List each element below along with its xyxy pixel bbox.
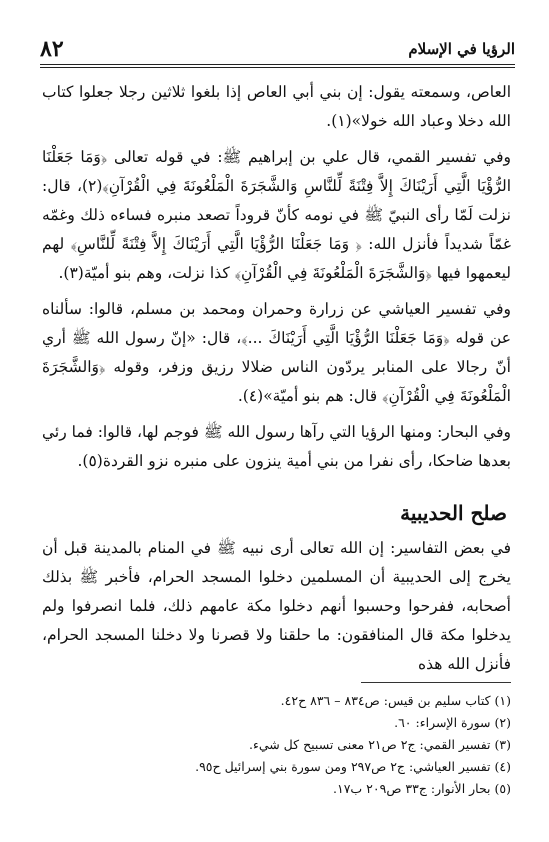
paragraph: وفي البحار: ومنها الرؤيا التي رآها رسول الله ﷺ فوجم لها، قالوا: فما رئي بعدها ضاحكا، رأى نفرا من بني أمية ينزون على منبره نزو القردة(٥). xyxy=(42,423,511,470)
running-title: الرؤيا في الإسلام xyxy=(408,40,515,58)
footnote-separator xyxy=(361,682,511,683)
paragraph: وفي تفسير القمي، قال علي بن إبراهيم ﷺ: في قوله تعالى ﴿وَمَا جَعَلْنَا الرُّؤْيَا الَّتِي أَرَيْنَاكَ إِلاَّ فِتْنَةً لِّلنَّاسِ وَالشَّجَرَةَ الْمَلْعُونَةَ فِي الْقُرْآنِ﴾(٢)، قال: نزلت لَمّا رأى النبيّ ﷺ في نومه كأنّ قروداً تصعد منبره فساءه ذلك وغمّه غمّاً شديداً فأنزل الله: ﴿ وَمَا جَعَلْنَا الرُّؤْيَا الَّتِي أَرَيْنَاكَ إِلاَّ فِتْنَةً لِّلنَّاسِ﴾ لهم ليعمهوا فيها ﴿وَالشَّجَرَةَ الْمَلْعُونَةَ فِي الْقُرْآنِ﴾ كذا نزلت، وهم بنو أميّة(٣). xyxy=(42,148,511,282)
footnote: (٤) تفسير العياشي: ج٢ ص٢٩٧ ومن سورة بني إسرائيل ح٩٥. xyxy=(195,759,511,774)
header-rule xyxy=(40,64,515,68)
section-heading: صلح الحديبية xyxy=(400,501,507,525)
main-text xyxy=(42,78,511,686)
paragraph: وفي تفسير العياشي عن زرارة وحمران ومحمد بن مسلم، قالوا: سألناه عن قوله ﴿وَمَا جَعَلْنَا الرُّؤْيَا الَّتِي أَرَيْنَاكَ ...﴾، قال: «إنّ رسول الله ﷺ أري أنّ رجالا على المنابر يردّون الناس ضلالا رزيق وزفر، وقوله ﴿وَالشَّجَرَةَ الْمَلْعُونَةَ فِي الْقُرْآنِ﴾ قال: هم بنو أميّة»(٤). xyxy=(42,300,511,405)
footnote: (٣) تفسير القمي: ج٢ ص٢١ معنى تسبيح كل شيء. xyxy=(248,737,511,752)
running-header xyxy=(40,20,515,64)
footnote: (٥) بحار الأنوار: ج٣٣ ص٢٠٩ ب١٧. xyxy=(333,781,511,796)
footnotes xyxy=(42,690,511,800)
paragraph: العاص، وسمعته يقول: إن بني أبي العاص إذا بلغوا ثلاثين رجلا جعلوا كتاب الله دخلا وعباد الله خولا»(١). xyxy=(42,83,511,130)
footnote: (٢) سورة الإسراء: ٦٠. xyxy=(394,715,511,730)
paragraph: في بعض التفاسير: إن الله تعالى أرى نبيه ﷺ في المنام بالمدينة قبل أن يخرج إلى الحديبية أن المسلمين دخلوا المسجد الحرام، فأخبر ﷺ بذلك أصحابه، ففرحوا وحسبوا أنهم دخلوا مكة عامهم ذلك، فلما انصرفوا ولم يدخلوا مكة قال المنافقون: ما حلقنا ولا قصرنا ولا دخلنا المسجد الحرام، فأنزل الله هذه xyxy=(42,539,511,673)
page-number: ٨٢ xyxy=(40,36,64,62)
footnote: (١) كتاب سليم بن قيس: ص٨٣٤ – ٨٣٦ ح٤٢. xyxy=(280,693,511,708)
